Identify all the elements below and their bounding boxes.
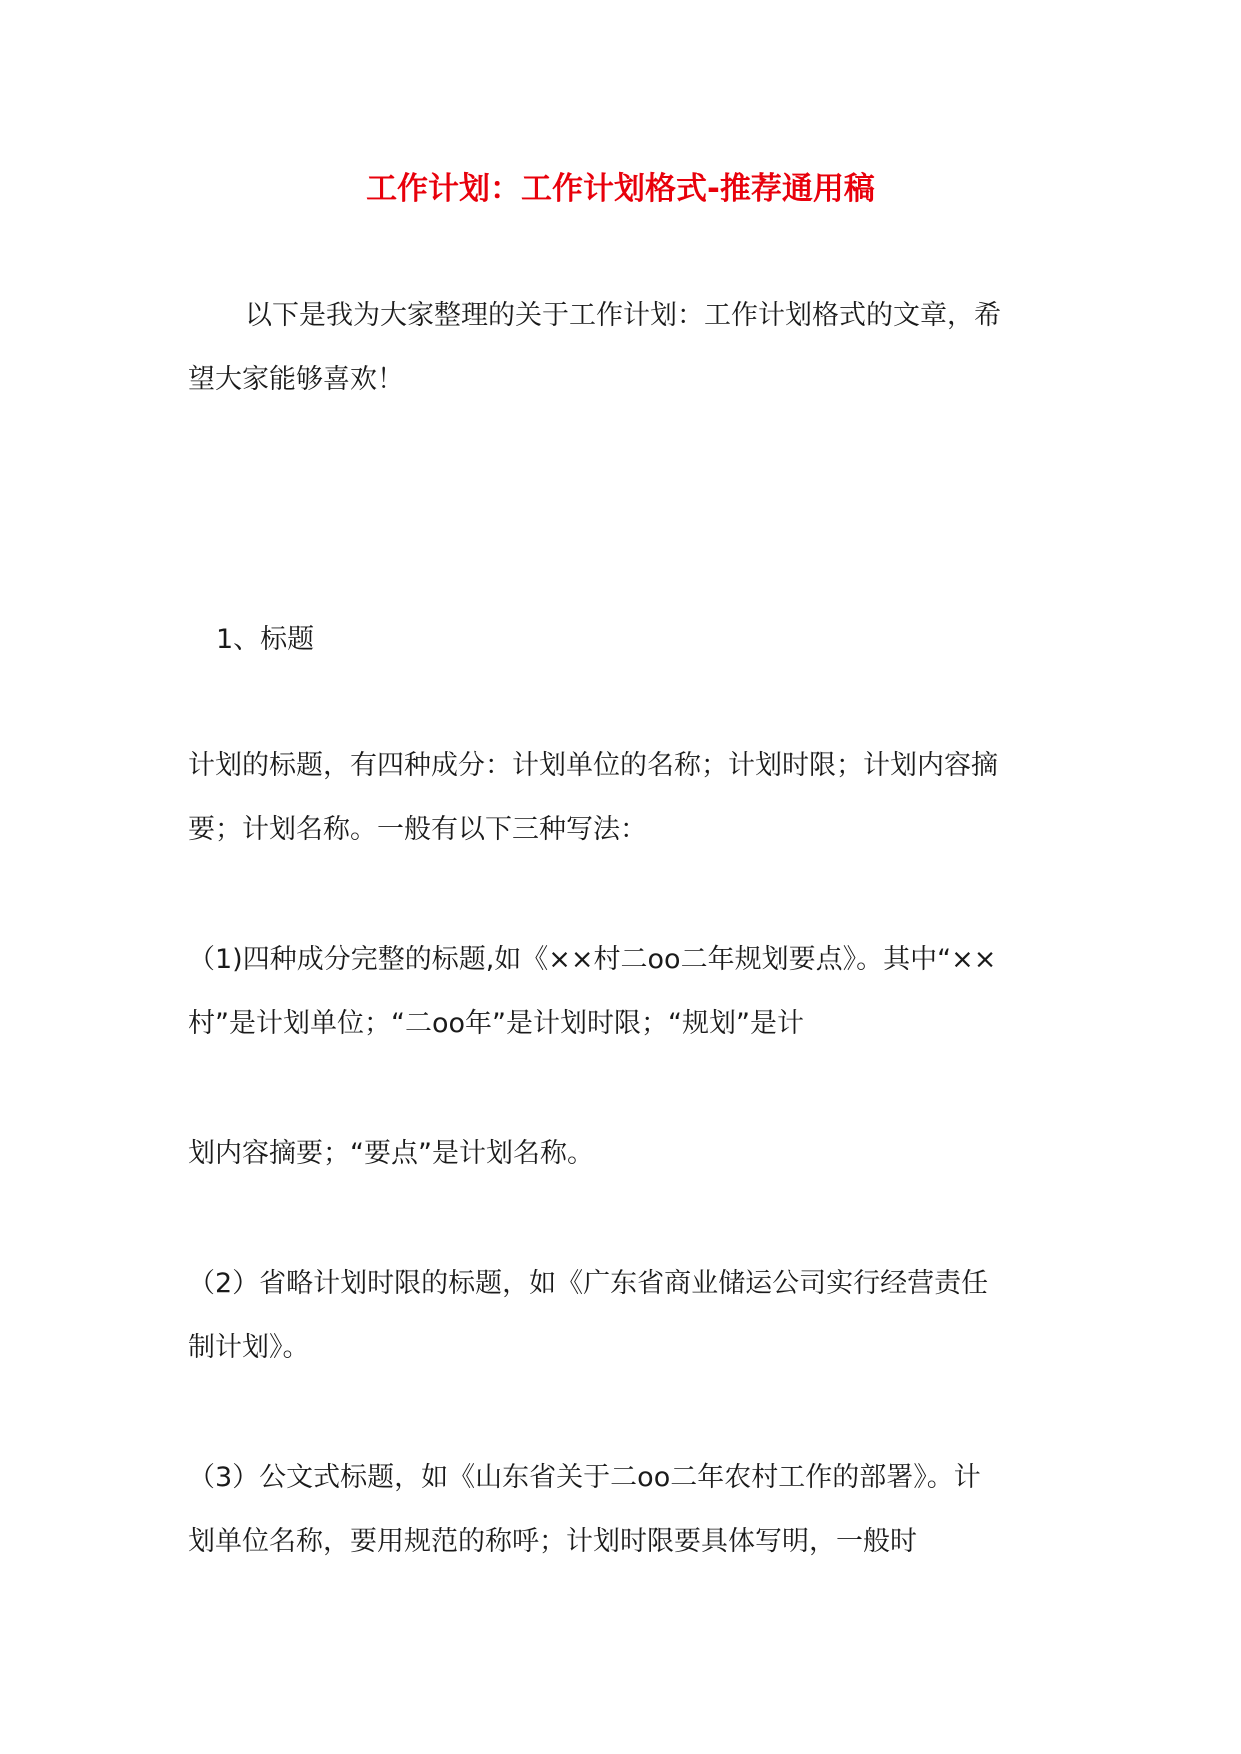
intro-line-1: 以下是我为大家整理的关于工作计划：工作计划格式的文章，希 xyxy=(245,300,1001,331)
paragraph-line: 要；计划名称。一般有以下三种写法： xyxy=(188,814,647,845)
section-heading-title: 1、标题 xyxy=(216,624,315,655)
document-title: 工作计划：工作计划格式-推荐通用稿 xyxy=(366,171,875,207)
paragraph-line: （1)四种成分完整的标题,如《××村二oo二年规划要点》。其中“×× xyxy=(188,944,997,975)
paragraph-line: 划内容摘要；“要点”是计划名称。 xyxy=(188,1138,594,1169)
paragraph-line: 划单位名称，要用规范的称呼；计划时限要具体写明，一般时 xyxy=(188,1526,917,1557)
paragraph-line: 村”是计划单位；“二oo年”是计划时限；“规划”是计 xyxy=(188,1008,804,1039)
paragraph-line: （2）省略计划时限的标题，如《广东省商业储运公司实行经营责任 xyxy=(188,1268,989,1299)
paragraph-line: 制计划》。 xyxy=(188,1332,310,1363)
intro-line-2: 望大家能够喜欢！ xyxy=(188,364,404,395)
paragraph-line: （3）公文式标题，如《山东省关于二oo二年农村工作的部署》。计 xyxy=(188,1462,981,1493)
paragraph-line: 计划的标题，有四种成分：计划单位的名称；计划时限；计划内容摘 xyxy=(188,750,998,781)
